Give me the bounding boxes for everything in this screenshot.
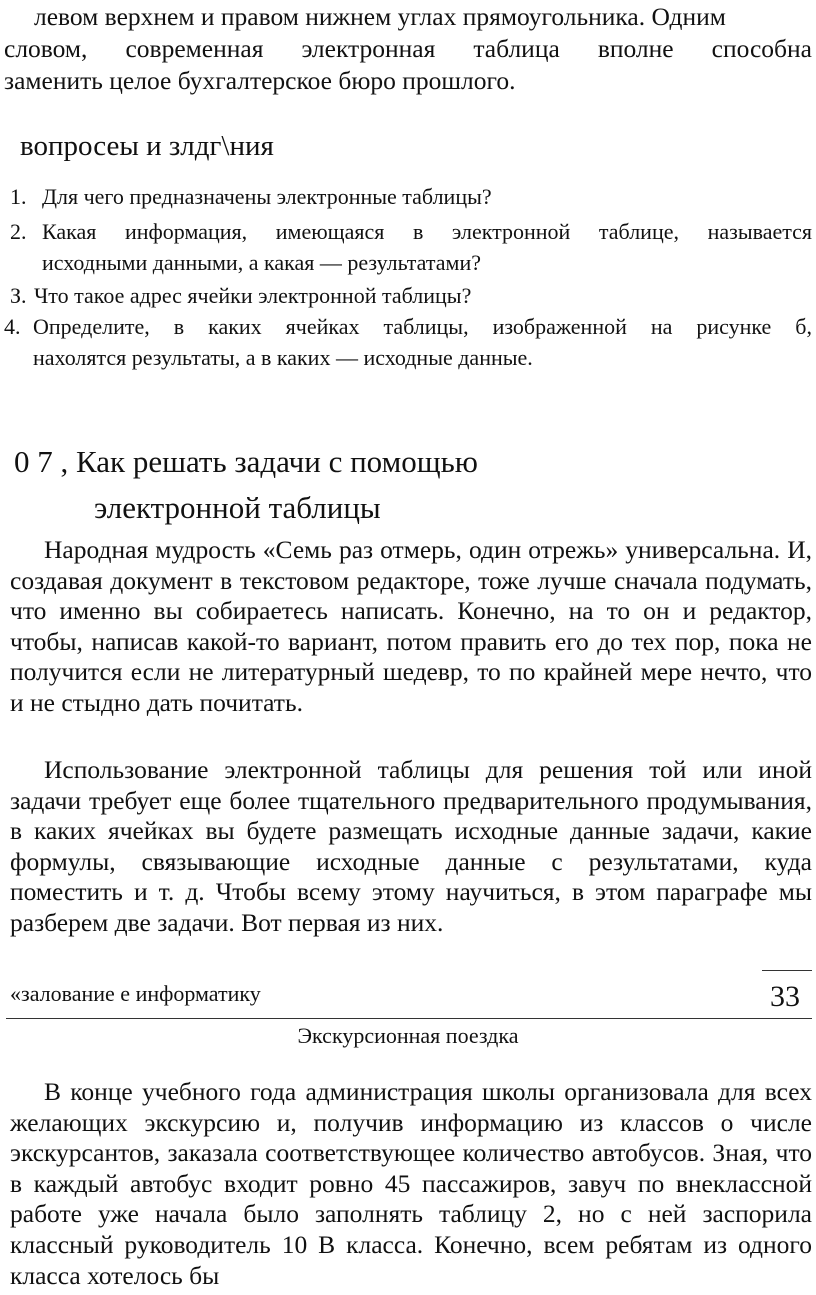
section-title-line-2: электронной таблицы <box>94 490 381 525</box>
page-number: 33 <box>770 980 800 1013</box>
task-title: Экскурсионная поездка <box>297 1023 519 1048</box>
body-paragraph-1-text: Народная мудрость «Семь раз отмерь, один отрежь» универсальна. И, создавая документ в текстовом редакторе, тоже лучше сначала подумать, что именно вы собираетесь написать. Конечно, на то он и редактор, чтобы, написав какой-то вариант, потом править его до тех пор, пока не получится если не литературный шедевр, то по крайней мере нечто, что и не стыдно дать почитать. <box>10 535 812 717</box>
question-text-line-2: исходными данными, а какая — результатами? <box>42 250 481 275</box>
question-number: 2. <box>10 219 27 244</box>
top-paragraph-line-1: левом верхнем и правом нижнем углах прямоугольника. Одним <box>34 2 726 31</box>
top-paragraph-line-3: заменить целое бухгалтерское бюро прошлого. <box>4 66 516 95</box>
task-paragraph-text: В конце учебного года администрация школы организовала для всех желающих экскурсию и, получив информацию из классов о числе экскурсантов, заказала соответствующее количество автобусов. Зная, что в каждый автобус входит ровно 45 пассажиров, завуч по внеклассной работе уже начала было заполнять таблицу 2, но с ней заспорила классный руководитель 10 В класса. Конечно, всем ребятам из одного класса хотелось бы <box>10 1077 812 1290</box>
body-paragraph-1 <box>10 535 812 719</box>
body-paragraph-2 <box>10 755 812 939</box>
footer-rule <box>6 1018 812 1019</box>
footer-running-title: «залование е информатику <box>10 981 261 1006</box>
question-number: З. <box>10 283 27 308</box>
footer-short-rule <box>762 970 812 971</box>
question-text: Что такое адрес ячейки электронной таблицы? <box>34 283 472 308</box>
question-text: Для чего предназначены электронные таблицы? <box>42 184 492 209</box>
section-title-line-1: Как решать задачи с помощью <box>76 444 478 479</box>
question-item <box>4 311 812 373</box>
question-item <box>10 181 812 212</box>
question-number: 4. <box>4 314 21 339</box>
top-paragraph-line-2: словом, современная электронная таблица вполне способна <box>4 34 812 63</box>
section-heading <box>14 444 478 480</box>
section-number: 0 7 , <box>14 444 69 479</box>
body-paragraph-2-text: Использование электронной таблицы для решения той или иной задачи требует еще более тщательного предварительного продумывания, в каких ячейках вы будете размещать исходные данные задачи, какие формулы, связывающие исходные данные с результатами, куда поместить и т. д. Чтобы всему этому научиться, в этом параграфе мы разберем две задачи. Вот первая из них. <box>10 755 812 937</box>
question-item <box>10 216 812 278</box>
questions-heading: вопросеы и злдг\ния <box>20 130 274 162</box>
task-paragraph <box>10 1077 812 1291</box>
question-text-line-1: Какая информация, имеющаяся в электронной таблице, называется <box>42 219 812 244</box>
question-text-line-1: Определите, в каких ячейках таблицы, изображенной на рисунке б, <box>33 314 812 339</box>
question-number: 1. <box>10 184 27 209</box>
question-item <box>10 280 812 311</box>
question-text-line-2: нахолятся результаты, а в каких — исходные данные. <box>33 345 533 370</box>
